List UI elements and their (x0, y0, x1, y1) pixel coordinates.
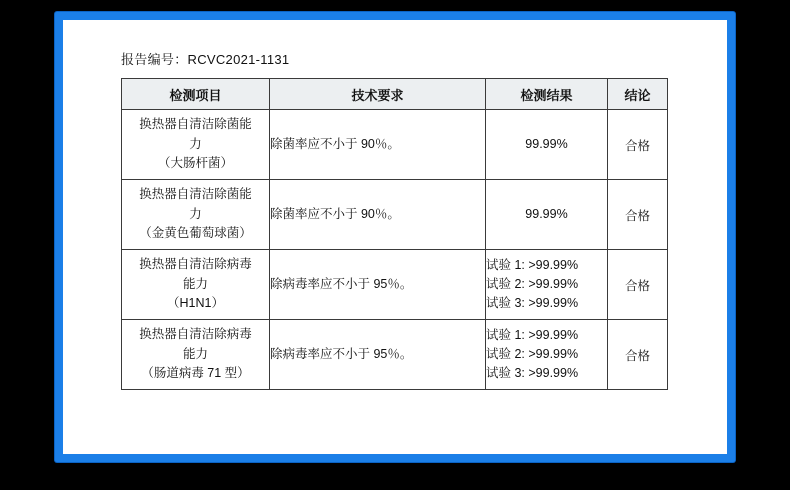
table-header (122, 79, 668, 110)
column-header-test-result: 检测结果 (486, 79, 608, 110)
table-row (122, 250, 668, 320)
test-item-line: 换热器自清洁除菌能 (139, 187, 252, 202)
test-item-line: 换热器自清洁除病毒 (139, 327, 252, 342)
test-result-line: 试验 2: >99.99% (486, 277, 579, 292)
test-result-line: 99.99% (525, 206, 568, 221)
cell-test-item (122, 110, 270, 180)
test-item-line: （金黄色葡萄球菌） (139, 226, 252, 241)
column-header-conclusion: 结论 (608, 79, 668, 110)
test-result-line: 试验 2: >99.99% (486, 347, 579, 362)
test-results-table (121, 78, 668, 390)
test-item-line: 力 (189, 206, 202, 221)
table-row (122, 320, 668, 390)
test-item-line: （大肠杆菌） (157, 156, 233, 171)
column-header-test-item: 检测项目 (122, 79, 270, 110)
cell-test-item (122, 180, 270, 250)
cell-conclusion: 合格 (608, 320, 668, 390)
test-item-line: 换热器自清洁除病毒 (139, 257, 252, 272)
report-number: 报告编号：RCVC2021-1131 (121, 52, 290, 67)
test-item-line: 能力 (182, 276, 208, 291)
table-body (122, 110, 668, 390)
test-item-line: （肠道病毒 71 型） (141, 366, 250, 381)
test-result-line: 试验 3: >99.99% (486, 295, 579, 310)
cell-conclusion: 合格 (608, 110, 668, 180)
test-item-line: 能力 (182, 346, 208, 361)
cell-conclusion: 合格 (608, 180, 668, 250)
table-row (122, 180, 668, 250)
test-item-line: （H1N1） (167, 296, 224, 311)
test-result-line: 试验 1: >99.99% (486, 328, 579, 343)
cell-technical-requirement: 除病毒率应不小于 95％。 (270, 320, 486, 390)
cell-conclusion: 合格 (608, 250, 668, 320)
cell-technical-requirement: 除病毒率应不小于 95％。 (270, 250, 486, 320)
cell-test-result (486, 320, 608, 390)
cell-technical-requirement: 除菌率应不小于 90％。 (270, 110, 486, 180)
table-header-row (122, 79, 668, 110)
cell-test-result (486, 250, 608, 320)
document-body (63, 20, 727, 454)
document-page (63, 20, 727, 454)
cell-test-result (486, 110, 608, 180)
column-header-technical-requirement: 技术要求 (270, 79, 486, 110)
cell-test-result (486, 180, 608, 250)
test-result-line: 99.99% (525, 136, 568, 151)
test-item-line: 换热器自清洁除菌能 (139, 117, 252, 132)
test-result-line: 试验 1: >99.99% (486, 258, 579, 273)
table-row (122, 110, 668, 180)
cell-test-item (122, 250, 270, 320)
test-item-line: 力 (189, 136, 202, 151)
cell-technical-requirement: 除菌率应不小于 90％。 (270, 180, 486, 250)
cell-test-item (122, 320, 270, 390)
test-result-line: 试验 3: >99.99% (486, 365, 579, 380)
